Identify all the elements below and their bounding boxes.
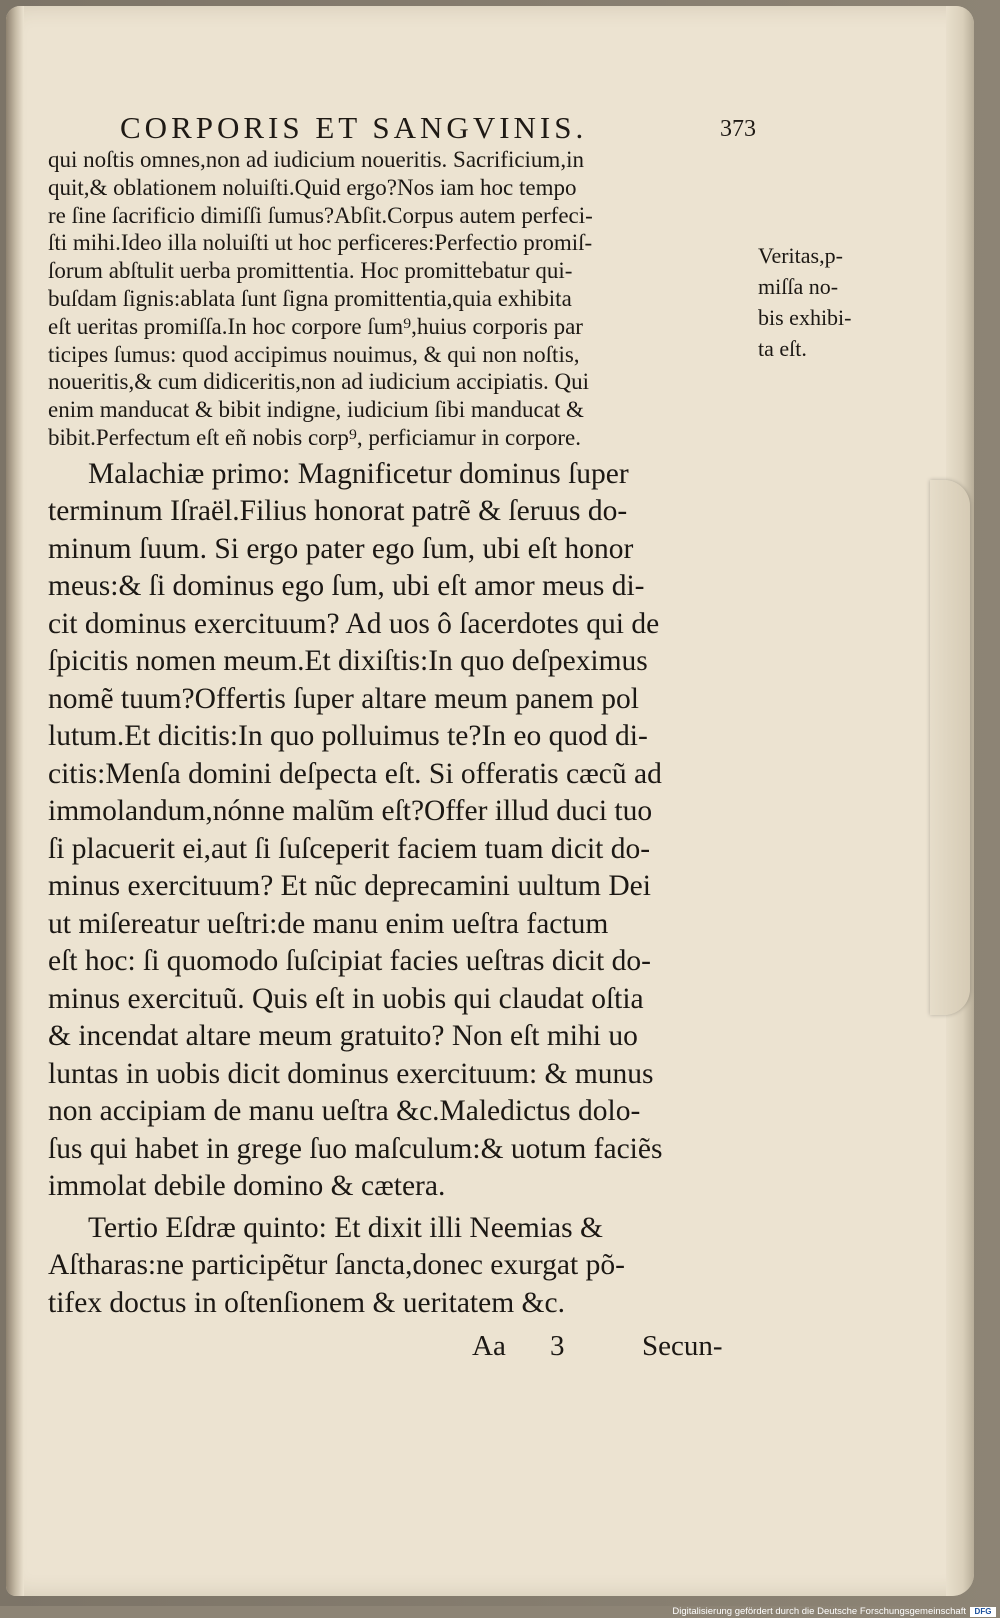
text-line: tifex doctus in oſtenſionem & ueritatem &c. [48, 1286, 565, 1319]
text-line: & incendat altare meum gratuito? Non eſt mihi uo [48, 1020, 638, 1053]
text-line: eſt ueritas promiſſa.In hoc corpore ſum⁹,huius corporis par [48, 313, 583, 339]
text-line: citis:Menſa domini deſpecta eſt. Si offeratis cæcũ ad [48, 757, 662, 790]
text-line: ut miſereatur ueſtri:de manu enim ueſtra factum [48, 907, 609, 940]
marginal-note-line: bis exhibi- [758, 305, 852, 330]
marginal-note-line: ta eſt. [758, 336, 807, 361]
text-line: noueritis,& cum didiceritis,non ad iudicium accipiatis. Qui [48, 369, 590, 395]
text-line: meus:& ſi dominus ego ſum, ubi eſt amor meus di- [48, 570, 645, 603]
text-line: minum ſuum. Si ergo pater ego ſum, ubi eſt honor [48, 532, 634, 565]
text-line: bibit.Perfectum eſt eñ nobis corp⁹, perficiamur in corpore. [48, 424, 582, 450]
text-line: ſi placuerit ei,aut ſi ſuſceperit faciem tuam dicit do- [48, 832, 651, 865]
footer-credit: Digitalisierung gefördert durch die Deutsche Forschungsgemeinschaft [672, 1606, 966, 1617]
text-line: minus exercituũ. Quis eſt in uobis qui claudat oſtia [48, 982, 644, 1015]
running-title: CORPORIS ET SANGVINIS. [120, 110, 588, 145]
text-line: Tertio Eſdræ quinto: Et dixit illi Neemias & [88, 1211, 603, 1244]
text-line: immolat debile domino & cætera. [48, 1170, 446, 1203]
text-line: nomẽ tuum?Offertis ſuper altare meum panem pol [48, 682, 639, 715]
marginal-note-line: miſſa no- [758, 274, 839, 299]
text-line: non accipiam de manu ueſtra &c.Maledictus dolo- [48, 1095, 641, 1128]
text-line: buſdam ſignis:ablata ſunt ſigna promittentia,quia exhibita [48, 285, 572, 311]
text-line: ſorum abſtulit uerba promittentia. Hoc promittebatur qui- [48, 258, 573, 284]
thumb-tab [930, 480, 970, 1015]
footer-bar [0, 1606, 1000, 1618]
signature-mark: Aa [472, 1330, 506, 1362]
text-line: ticipes ſumus: quod accipimus nouimus, & qui non noſtis, [48, 341, 580, 367]
text-line: ſti mihi.Ideo illa noluiſti ut hoc perficeres:Perfectio promiſ- [48, 230, 593, 256]
catchword: Secun- [642, 1330, 723, 1362]
text-line: enim manducat & bibit indigne, iudicium ſibi manducat & [48, 397, 584, 423]
dfg-logo-icon: DFG [970, 1607, 996, 1617]
signature-number: 3 [550, 1330, 565, 1362]
text-line: minus exercituum? Et nũc deprecamini uultum Dei [48, 870, 651, 903]
text-line: Malachiæ primo: Magnificetur dominus ſuper [88, 457, 629, 490]
marginal-note [758, 240, 878, 364]
text-line: ſus qui habet in grege ſuo maſculum:& uotum faciẽs [48, 1132, 663, 1165]
folio-number: 373 [720, 116, 756, 142]
running-head [120, 108, 760, 148]
text-line: qui noſtis omnes,non ad iudicium noueritis. Sacrificium,in [48, 147, 584, 172]
text-line: Aſtharas:ne participẽtur ſancta,donec exurgat põ- [48, 1249, 625, 1282]
text-line: re ſine ſacrificio dimiſſi ſumus?Abſit.Corpus autem perfeci- [48, 202, 593, 228]
text-line: ſpicitis nomen meum.Et dixiſtis:In quo deſpeximus [48, 645, 648, 678]
main-text [48, 146, 768, 1322]
text-line: cit dominus exercituum? Ad uos ô ſacerdotes qui de [48, 607, 660, 640]
text-line: quit,& oblationem noluiſti.Quid ergo?Nos iam hoc tempo [48, 174, 577, 200]
binding-edge [6, 6, 24, 1596]
marginal-note-line: Veritas,p- [758, 243, 843, 268]
text-line: immolandum,nónne malũm eſt?Offer illud duci tuo [48, 795, 653, 828]
text-line: lutum.Et dicitis:In quo polluimus te?In eo quod di- [48, 720, 648, 753]
text-line: eſt hoc: ſi quomodo ſuſcipiat facies ueſtras dicit do- [48, 945, 651, 978]
text-line: luntas in uobis dicit dominus exercituum: & munus [48, 1057, 654, 1090]
text-line: terminum Iſraël.Filius honorat patrẽ & ſeruus do- [48, 495, 628, 528]
